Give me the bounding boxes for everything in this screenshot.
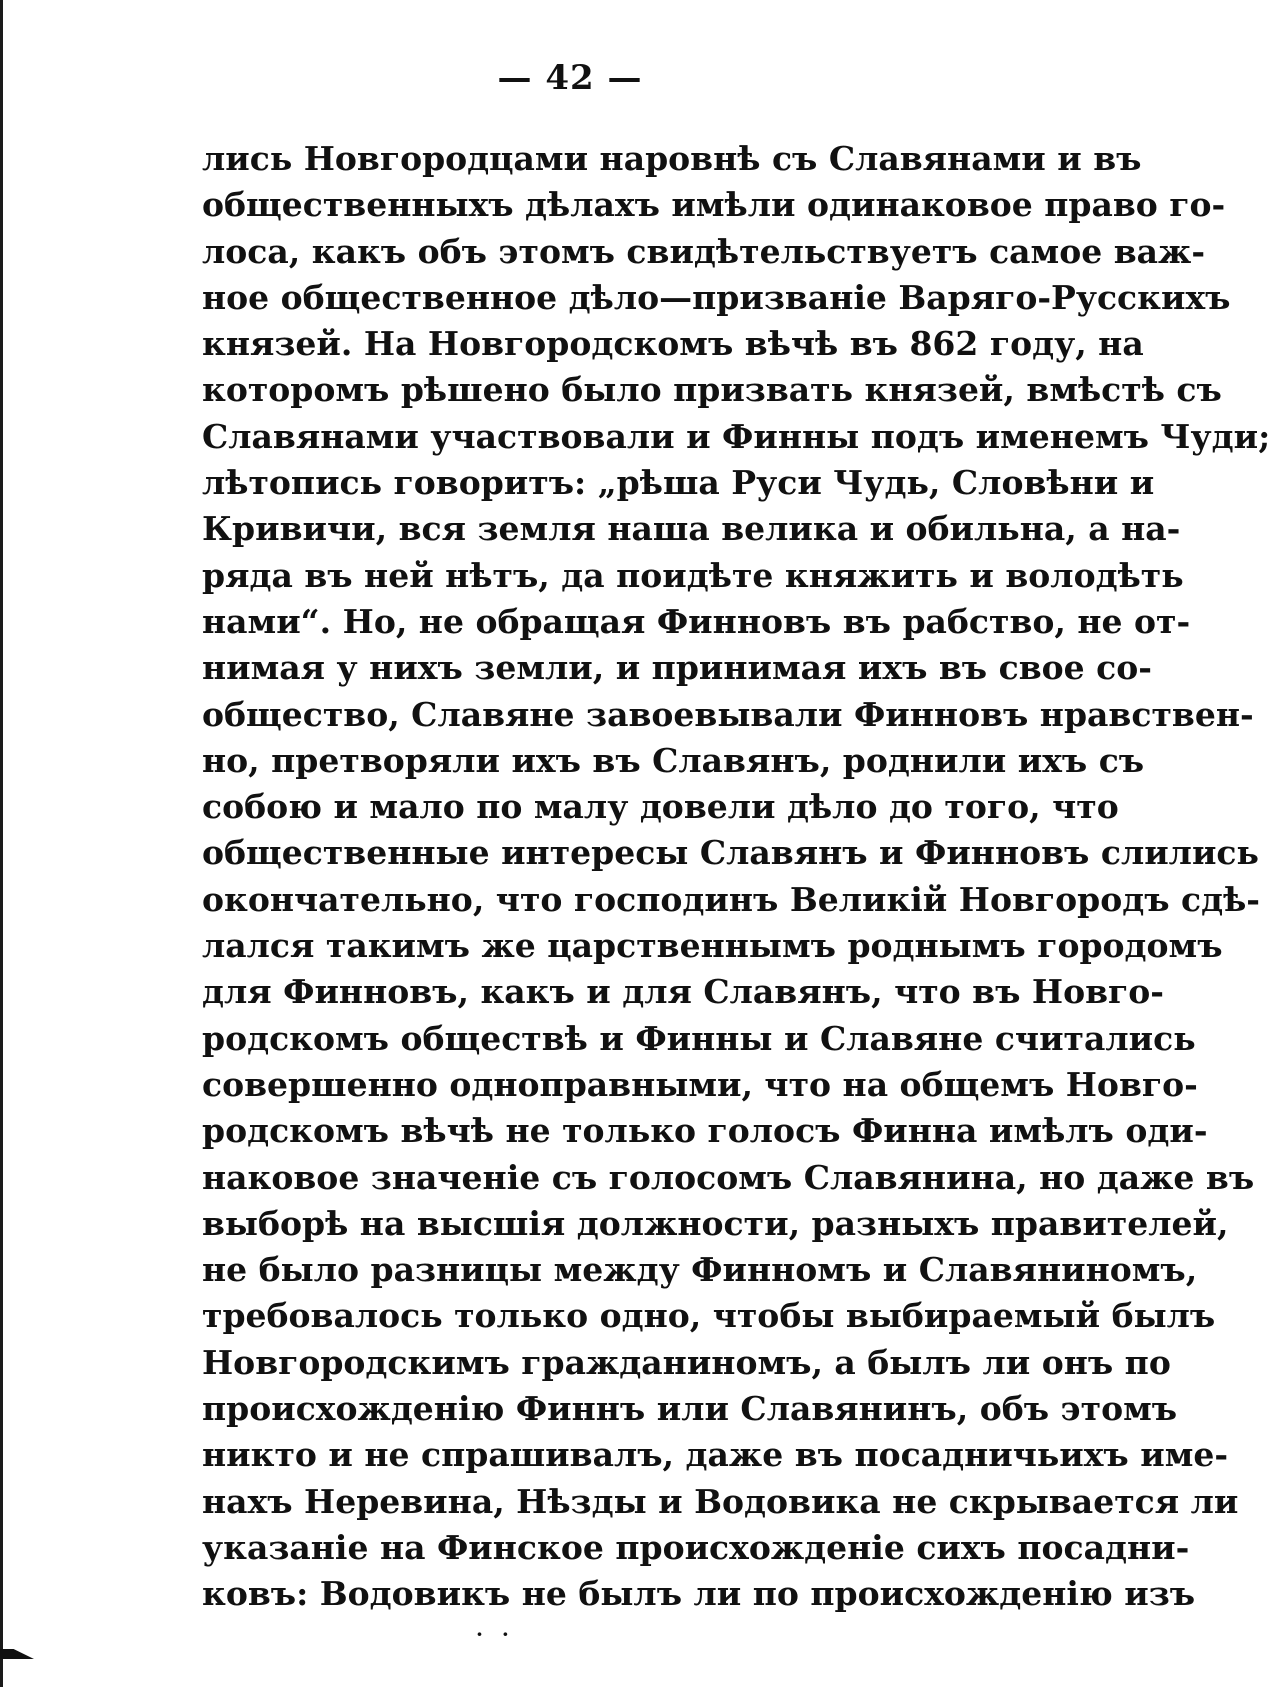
text-line: родскомъ вѣчѣ не только голосъ Финна имѣлъ оди- bbox=[202, 1111, 1208, 1151]
text-line: нимая у нихъ земли, и принимая ихъ въ свое со- bbox=[202, 648, 1152, 688]
text-line: окончательно, что господинъ Великій Новгородъ сдѣ- bbox=[202, 879, 1260, 919]
page-edge-shadow bbox=[0, 0, 3, 1687]
corner-scan-mark bbox=[0, 1649, 34, 1659]
text-line: лись Новгородцами наровнѣ съ Славянами и въ bbox=[202, 139, 1142, 178]
text-line: указаніе на Финское происхожденіе сихъ посадни- bbox=[202, 1527, 1190, 1567]
text-line: но, претворяли ихъ въ Славянъ, роднили ихъ съ bbox=[202, 740, 1145, 780]
ink-specks: · · bbox=[476, 1622, 515, 1646]
page-number: — 42 — bbox=[497, 58, 643, 98]
text-line: не было разницы между Финномъ и Славяниномъ, bbox=[202, 1250, 1198, 1290]
body-text bbox=[202, 136, 1270, 1618]
text-line: лѣтопись говоритъ: „рѣша Руси Чудь, Словѣни и bbox=[202, 463, 1155, 503]
text-line: Новгородскимъ гражданиномъ, а былъ ли онъ по bbox=[202, 1342, 1171, 1382]
text-line: требовалось только одно, чтобы выбираемый былъ bbox=[202, 1296, 1216, 1336]
text-line: лался такимъ же царственнымъ роднымъ городомъ bbox=[202, 926, 1223, 966]
text-line: которомъ рѣшено было призвать князей, вмѣстѣ съ bbox=[202, 370, 1222, 410]
text-line: ное общественное дѣло—призваніе Варяго-Русскихъ bbox=[202, 277, 1231, 317]
text-line: нахъ Неревина, Нѣзды и Водовика не скрывается ли bbox=[202, 1481, 1239, 1521]
text-line: Кривичи, вся земля наша велика и обильна, а на- bbox=[202, 509, 1181, 549]
text-line: для Финновъ, какъ и для Славянъ, что въ Новго- bbox=[202, 972, 1164, 1012]
text-line: выборѣ на высшія должности, разныхъ правителей, bbox=[202, 1203, 1229, 1243]
text-line: ковъ: Водовикъ не былъ ли по происхожденію изъ bbox=[202, 1574, 1196, 1614]
text-line: общественныхъ дѣлахъ имѣли одинаковое право го- bbox=[202, 185, 1226, 225]
text-line: собою и мало по малу довели дѣло до того, что bbox=[202, 787, 1119, 827]
text-line: никто и не спрашивалъ, даже въ посадничьихъ име- bbox=[202, 1435, 1229, 1475]
text-line: Славянами участвовали и Финны подъ именемъ Чуди; bbox=[202, 416, 1270, 456]
text-line: родскомъ обществѣ и Финны и Славяне считались bbox=[202, 1018, 1196, 1058]
text-line: совершенно одноправными, что на общемъ Новго- bbox=[202, 1064, 1198, 1104]
text-line: наковое значеніе съ голосомъ Славянина, но даже въ bbox=[202, 1157, 1255, 1197]
text-line: общественные интересы Славянъ и Финновъ слились bbox=[202, 833, 1259, 873]
text-line: лоса, какъ объ этомъ свидѣтельствуетъ самое важ- bbox=[202, 231, 1206, 271]
text-line: общество, Славяне завоевывали Финновъ нравствен- bbox=[202, 694, 1254, 734]
text-line: князей. На Новгородскомъ вѣчѣ въ 862 году, на bbox=[202, 324, 1144, 364]
text-line: происхожденію Финнъ или Славянинъ, объ этомъ bbox=[202, 1389, 1178, 1429]
text-line: ряда въ ней нѣтъ, да поидѣте княжить и володѣть bbox=[202, 555, 1184, 595]
text-line: нами“. Но, не обращая Финновъ въ рабство, не от- bbox=[202, 601, 1191, 641]
